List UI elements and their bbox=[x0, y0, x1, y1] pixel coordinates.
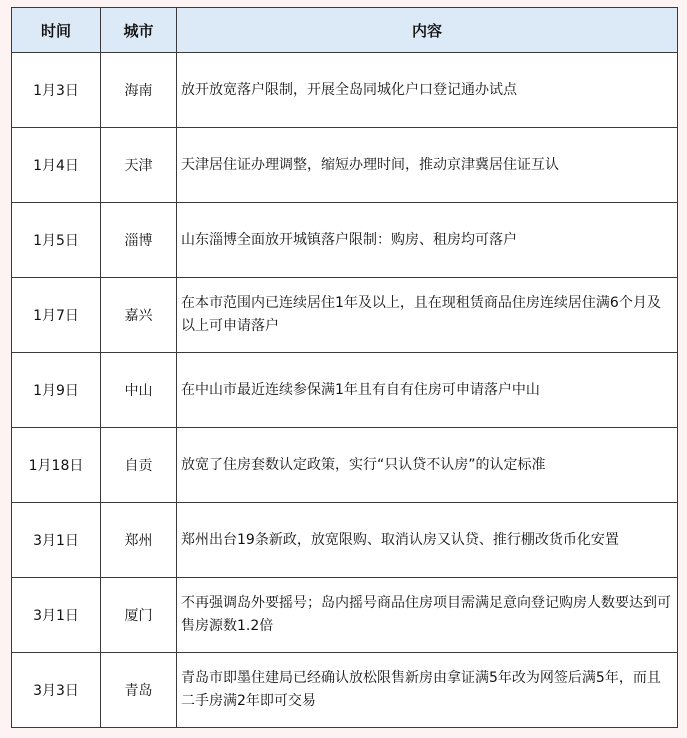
cell-time: 1月18日 bbox=[12, 428, 101, 503]
cell-content: 山东淄博全面放开城镇落户限制：购房、租房均可落户 bbox=[177, 203, 678, 278]
header-time: 时间 bbox=[12, 8, 101, 53]
cell-content: 郑州出台19条新政，放宽限购、取消认房又认贷、推行棚改货币化安置 bbox=[177, 503, 678, 578]
table-row bbox=[12, 278, 678, 353]
header-content: 内容 bbox=[177, 8, 678, 53]
cell-city: 自贡 bbox=[101, 428, 177, 503]
table-row bbox=[12, 353, 678, 428]
cell-city: 厦门 bbox=[101, 578, 177, 653]
cell-city: 嘉兴 bbox=[101, 278, 177, 353]
cell-content: 放宽了住房套数认定政策，实行“只认贷不认房”的认定标准 bbox=[177, 428, 678, 503]
cell-time: 3月3日 bbox=[12, 653, 101, 728]
cell-city: 中山 bbox=[101, 353, 177, 428]
table-row bbox=[12, 653, 678, 728]
cell-time: 1月3日 bbox=[12, 53, 101, 128]
cell-content: 不再强调岛外要摇号；岛内摇号商品住房项目需满足意向登记购房人数要达到可售房源数1.2倍 bbox=[177, 578, 678, 653]
table-row bbox=[12, 128, 678, 203]
table-row bbox=[12, 203, 678, 278]
cell-time: 1月4日 bbox=[12, 128, 101, 203]
cell-time: 3月1日 bbox=[12, 503, 101, 578]
cell-content: 天津居住证办理调整，缩短办理时间，推动京津冀居住证互认 bbox=[177, 128, 678, 203]
cell-city: 淄博 bbox=[101, 203, 177, 278]
policy-table bbox=[11, 7, 678, 728]
table-row bbox=[12, 53, 678, 128]
cell-time: 1月5日 bbox=[12, 203, 101, 278]
cell-time: 1月7日 bbox=[12, 278, 101, 353]
cell-city: 青岛 bbox=[101, 653, 177, 728]
cell-city: 天津 bbox=[101, 128, 177, 203]
table-row bbox=[12, 503, 678, 578]
cell-content: 在本市范围内已连续居住1年及以上，且在现租赁商品住房连续居住满6个月及以上可申请落户 bbox=[177, 278, 678, 353]
cell-city: 海南 bbox=[101, 53, 177, 128]
table-row bbox=[12, 578, 678, 653]
cell-time: 1月9日 bbox=[12, 353, 101, 428]
header-city: 城市 bbox=[101, 8, 177, 53]
table-header-row bbox=[12, 8, 678, 53]
table-row bbox=[12, 428, 678, 503]
cell-content: 放开放宽落户限制，开展全岛同城化户口登记通办试点 bbox=[177, 53, 678, 128]
cell-city: 郑州 bbox=[101, 503, 177, 578]
cell-content: 青岛市即墨住建局已经确认放松限售新房由拿证满5年改为网签后满5年，而且二手房满2年即可交易 bbox=[177, 653, 678, 728]
cell-content: 在中山市最近连续参保满1年且有自有住房可申请落户中山 bbox=[177, 353, 678, 428]
policy-table-container bbox=[11, 7, 677, 728]
cell-time: 3月1日 bbox=[12, 578, 101, 653]
